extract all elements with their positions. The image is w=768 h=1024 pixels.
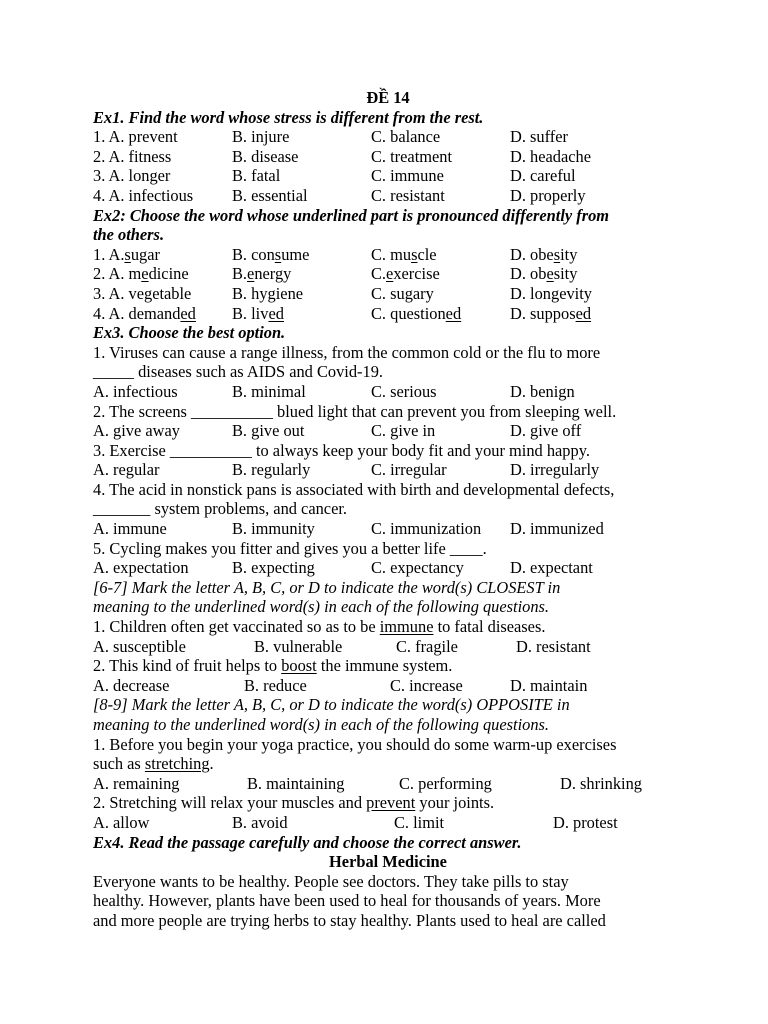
option: D. properly: [510, 185, 586, 205]
page-title: ĐỀ 14: [366, 88, 410, 107]
option: 3. A. longer: [93, 166, 171, 186]
option: B. lived: [232, 303, 284, 323]
underlined-word: immune: [379, 617, 434, 637]
option: B. regularly: [232, 460, 311, 480]
option: B. maintaining: [247, 773, 345, 793]
underlined-word: stretching: [144, 754, 210, 774]
option: B. consume: [232, 244, 310, 264]
option: D. protest: [553, 812, 618, 832]
option: C. increase: [390, 675, 463, 695]
option: C. immune: [371, 166, 444, 186]
options-row: [93, 519, 683, 539]
worksheet-page: [93, 88, 683, 931]
option: D. irregularly: [510, 460, 600, 480]
option: B. disease: [232, 146, 299, 166]
option: D. longevity: [510, 283, 592, 303]
option: C. expectancy: [371, 558, 464, 578]
option: D. suffer: [510, 127, 568, 147]
options-row: [93, 460, 683, 480]
option: A. susceptible: [93, 636, 186, 656]
ex4-heading: Ex4. Read the passage carefully and choose the correct answer.: [93, 832, 522, 852]
option: 2. A. fitness: [93, 146, 172, 166]
option: D. resistant: [516, 636, 591, 656]
opposite-instruction: [8-9] Mark the letter A, B, C, or D to indicate the word(s) OPPOSITE in: [93, 695, 570, 715]
question-text: _______ system problems, and cancer.: [93, 499, 347, 519]
options-row: [93, 676, 683, 696]
option: D. shrinking: [560, 773, 642, 793]
option: A. give away: [93, 421, 180, 441]
option: 3. A. vegetable: [93, 283, 192, 303]
ex2-heading-line2: the others.: [93, 225, 165, 245]
question-text: 5. Cycling makes you fitter and gives you a better life ____.: [93, 538, 487, 558]
passage-title: Herbal Medicine: [329, 852, 447, 872]
option: C. resistant: [371, 185, 445, 205]
passage-line: Everyone wants to be healthy. People see doctors. They take pills to stay: [93, 871, 569, 891]
options-row: [93, 637, 683, 657]
options-row: [93, 382, 683, 402]
option: B. give out: [232, 421, 305, 441]
ex2-row: [93, 245, 683, 265]
option: C. muscle: [371, 244, 437, 264]
closest-instruction: [6-7] Mark the letter A, B, C, or D to indicate the word(s) CLOSEST in: [93, 577, 561, 597]
option: C. limit: [394, 812, 445, 832]
option: D. obesity: [510, 244, 578, 264]
option: A. regular: [93, 460, 160, 480]
option: C. irregular: [371, 460, 447, 480]
option: D. expectant: [510, 558, 593, 578]
option: B. essential: [232, 185, 308, 205]
option: 2. A. medicine: [93, 264, 189, 284]
question-text: 2. The screens __________ blued light that can prevent you from sleeping well.: [93, 401, 617, 421]
option: C. questioned: [371, 303, 462, 323]
option: D. headache: [510, 146, 591, 166]
option: D. supposed: [510, 303, 592, 323]
option: C.exercise: [371, 264, 440, 284]
option: C. treatment: [371, 146, 453, 166]
question-text: 2. Stretching will relax your muscles and prevent your joints.: [93, 793, 495, 813]
option: C. give in: [371, 421, 436, 441]
passage-line: healthy. However, plants have been used to heal for thousands of years. More: [93, 891, 601, 911]
option: B. minimal: [232, 381, 306, 401]
option: B. injure: [232, 127, 290, 147]
ex2-heading-line1: Ex2: Choose the word whose underlined part is pronounced differently from: [93, 205, 610, 225]
option: C. balance: [371, 127, 441, 147]
option: 1. A.sugar: [93, 244, 160, 264]
option: B. fatal: [232, 166, 281, 186]
option: D. careful: [510, 166, 576, 186]
option: A. decrease: [93, 675, 170, 695]
option: A. infectious: [93, 381, 178, 401]
option: B. reduce: [244, 675, 307, 695]
question-text: _____ diseases such as AIDS and Covid-19.: [93, 362, 383, 382]
options-row: [93, 813, 683, 833]
opposite-instruction: meaning to the underlined word(s) in each of the following questions.: [93, 715, 550, 734]
ex2-row: [93, 264, 683, 284]
option: A. remaining: [93, 773, 180, 793]
option: 1. A. prevent: [93, 127, 178, 147]
ex1-row: [93, 147, 683, 167]
option: D. benign: [510, 381, 575, 401]
question-text: 1. Children often get vaccinated so as to be immune to fatal diseases.: [93, 617, 546, 637]
option: D. immunized: [510, 519, 604, 539]
option: B. expecting: [232, 558, 315, 578]
option: A. immune: [93, 519, 167, 539]
option: C. immunization: [371, 519, 482, 539]
passage-line: and more people are trying herbs to stay healthy. Plants used to heal are called: [93, 910, 606, 930]
option: D. obesity: [510, 264, 578, 284]
option: B. vulnerable: [254, 636, 343, 656]
option: A. expectation: [93, 558, 189, 578]
question-text: 1. Before you begin your yoga practice, you should do some warm-up exercises: [93, 734, 617, 754]
question-text: 4. The acid in nonstick pans is associated with birth and developmental defects,: [93, 479, 615, 499]
underlined-word: boost: [281, 656, 317, 676]
option: B. avoid: [232, 812, 288, 832]
option: C. serious: [371, 381, 437, 401]
option: A. allow: [93, 812, 150, 832]
options-row: [93, 558, 683, 578]
ex2-row: [93, 284, 683, 304]
option: D. give off: [510, 421, 582, 441]
option: C. fragile: [396, 636, 458, 656]
option: 4. A. infectious: [93, 185, 194, 205]
option: 4. A. demanded: [93, 303, 196, 323]
underlined-word: prevent: [366, 793, 416, 813]
ex1-row: [93, 186, 683, 206]
option: B. hygiene: [232, 283, 304, 303]
option: B. immunity: [232, 519, 315, 539]
question-text: 1. Viruses can cause a range illness, from the common cold or the flu to more: [93, 342, 601, 362]
ex2-row: [93, 304, 683, 324]
ex3-heading: Ex3. Choose the best option.: [93, 323, 286, 343]
ex1-row: [93, 166, 683, 186]
option: C. performing: [399, 773, 492, 793]
options-row: [93, 421, 683, 441]
ex1-row: [93, 127, 683, 147]
ex1-heading: Ex1. Find the word whose stress is different from the rest.: [93, 107, 484, 127]
options-row: [93, 774, 683, 794]
closest-instruction: meaning to the underlined word(s) in each of the following questions.: [93, 597, 550, 617]
question-text: 2. This kind of fruit helps to boost the immune system.: [93, 656, 453, 676]
option: D. maintain: [510, 675, 588, 695]
option: C. sugary: [371, 283, 434, 303]
question-text: such as stretching.: [93, 754, 214, 774]
question-text: 3. Exercise __________ to always keep your body fit and your mind happy.: [93, 440, 590, 460]
option: B.energy: [232, 264, 292, 284]
